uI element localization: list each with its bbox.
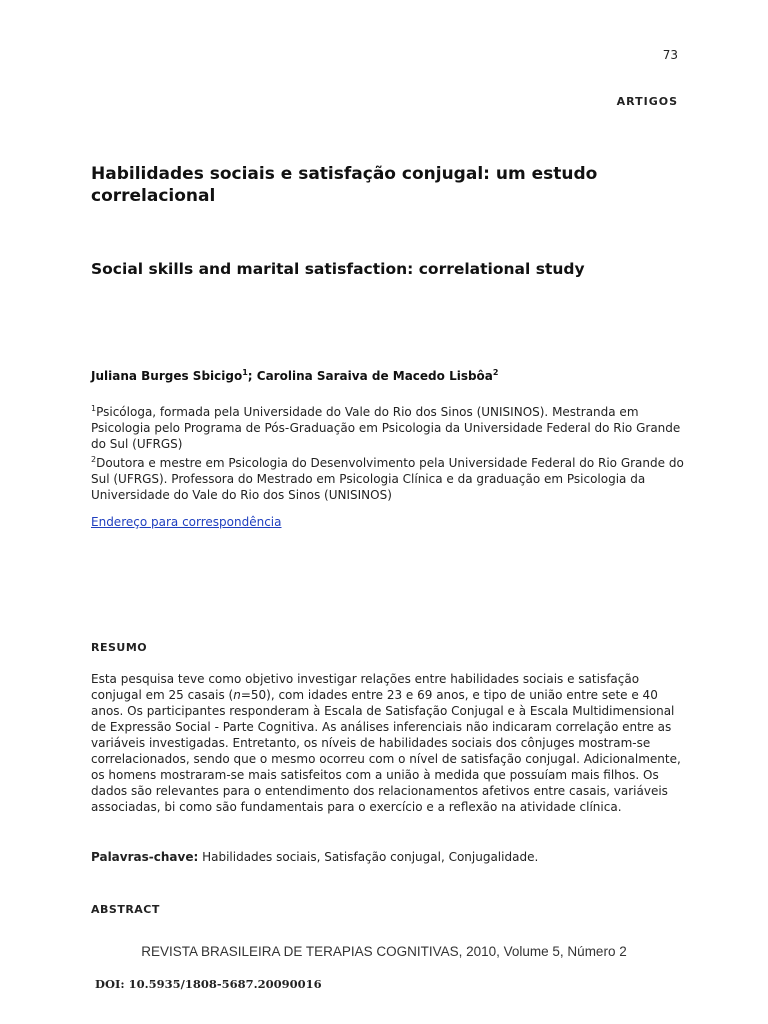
article-title-english: Social skills and marital satisfaction: correlational study — [91, 260, 585, 278]
author-name: Juliana Burges Sbicigo — [91, 369, 243, 383]
author-name: Carolina Saraiva de Macedo Lisbôa — [256, 369, 493, 383]
doi-text: DOI: 10.5935/1808-5687.20090016 — [95, 977, 322, 991]
keywords-text: Habilidades sociais, Satisfação conjugal, Conjugalidade. — [198, 850, 539, 864]
affiliation-text: Doutora e mestre em Psicologia do Desenvolvimento pela Universidade Federal do Rio Grande do Sul (UFRGS). Professora do Mestrado em Psicologia Clínica e da graduação em Psicologia da Universidade do Vale do Rio dos Sinos (UNISINOS) — [91, 456, 684, 502]
affiliation-superscript: 1 — [91, 404, 97, 413]
affiliation-item — [91, 452, 691, 503]
keywords-line — [91, 850, 538, 864]
resumo-heading: RESUMO — [91, 641, 148, 654]
affiliation-item — [91, 401, 691, 452]
abstract-heading: ABSTRACT — [91, 903, 160, 916]
affiliations — [91, 401, 691, 503]
author-separator: ; — [247, 369, 257, 383]
author-superscript: 1 — [242, 368, 248, 377]
author-superscript: 2 — [492, 368, 499, 377]
section-label: ARTIGOS — [616, 95, 678, 108]
resumo-text-part: Esta pesquisa teve como objetivo investigar relações entre habilidades sociais e satisfação conjugal em 25 casais ( — [91, 672, 640, 702]
n-symbol: n — [233, 688, 241, 702]
page-number: 73 — [662, 48, 678, 62]
keywords-label: Palavras-chave: — [91, 850, 199, 864]
journal-footer: REVISTA BRASILEIRA DE TERAPIAS COGNITIVAS, 2010, Volume 5, Número 2 — [141, 944, 627, 959]
resumo-text-part: =50), com idades entre 23 e 69 anos, e tipo de união entre sete e 40 anos. Os participantes responderam à Escala de Satisfação Conjugal e à Escala Multidimensional de Expressão Social - Parte Cognitiva. As análises inferenciais não indicaram correlação entre as variáveis investigadas. Entretanto, os níveis de habilidades sociais dos cônjuges mostram-se correlacionados, sendo que o mesmo ocorreu com o nível de satisfação conjugal. Adicionalmente, os homens mostraram-se mais satisfeitos com a união à medida que possuíam mais filhos. Os dados são relevantes para o entendimento dos relacionamentos afetivos entre casais, variáveis associadas, bi como são fundamentais para o exercício e a reflexão na atividade clínica. — [91, 688, 681, 814]
resumo-paragraph — [91, 671, 691, 815]
correspondence-link[interactable]: Endereço para correspondência — [91, 515, 282, 529]
affiliation-text: Psicóloga, formada pela Universidade do Vale do Rio dos Sinos (UNISINOS). Mestranda em Psicologia pelo Programa de Pós-Graduação em Psicologia da Universidade Federal do Rio Grande do Sul (UFRGS) — [91, 405, 681, 451]
authors-line — [91, 368, 498, 383]
affiliation-superscript: 2 — [91, 455, 97, 464]
article-title-portuguese: Habilidades sociais e satisfação conjugal: um estudo correlacional — [91, 164, 598, 206]
